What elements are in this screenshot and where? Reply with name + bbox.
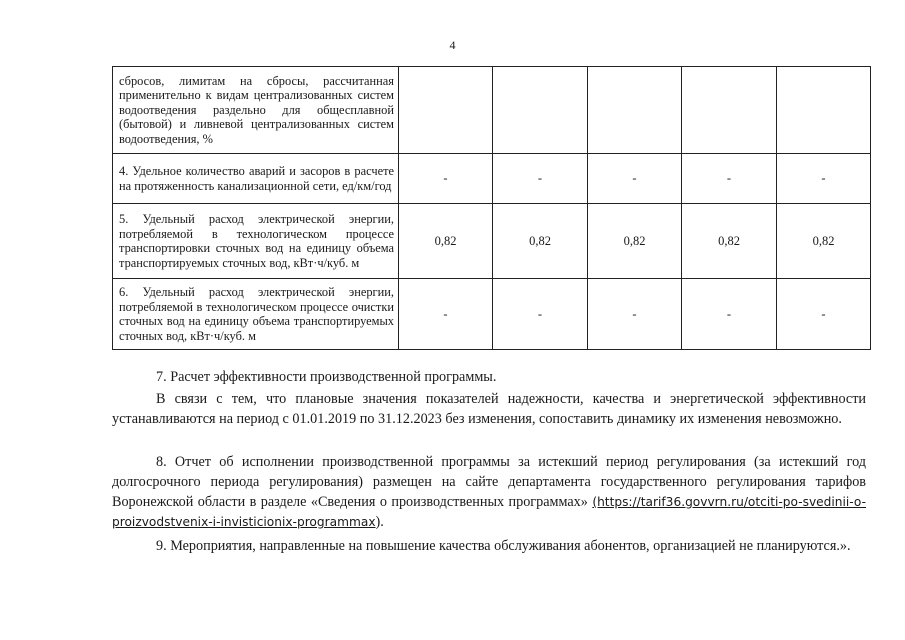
section-8-text: 8. Отчет об исполнении производственной программы за истекший период регулирования (за истекший год долгосрочного периода регулирования) размещен на сайте департамента государственного регулирования тарифов Воронежской области в разделе «Сведения о производственных программах» (112, 454, 866, 510)
page-number: 4 (449, 38, 456, 52)
row-value: - (588, 154, 682, 204)
section-7-heading: 7. Расчет эффективности производственной программы. (156, 369, 497, 385)
row-value: 0,82 (682, 204, 777, 279)
table-row (113, 154, 871, 204)
row-value (777, 67, 871, 154)
table-row (113, 204, 871, 279)
table-row (113, 279, 871, 350)
row-value (493, 67, 588, 154)
row-value (682, 67, 777, 154)
row-value: 0,82 (777, 204, 871, 279)
section-7-body: В связи с тем, что плановые значения показателей надежности, качества и энергетической эффективности устанавливаются на период с 01.01.2019 по 31.12.2023 без изменения, сопоставить динамику их изменения невозможно. (112, 391, 866, 427)
row-value: 0,82 (588, 204, 682, 279)
row-value: - (682, 154, 777, 204)
row-value (588, 67, 682, 154)
section-8-paragraph (112, 452, 866, 532)
row-value (399, 67, 493, 154)
row-label: 5. Удельный расход электрической энергии, потребляемой в технологическом процессе транспортировки сточных вод на единицу объема транспортируемых сточных вод, кВт·ч/куб. м (113, 204, 399, 279)
row-value: - (682, 279, 777, 350)
row-value: 0,82 (399, 204, 493, 279)
row-label: 4. Удельное количество аварий и засоров в расчете на протяженность канализационной сети, ед/км/год (113, 154, 399, 204)
indicators-table (112, 66, 871, 350)
row-value: - (777, 279, 871, 350)
table-row (113, 67, 871, 154)
row-value: - (399, 154, 493, 204)
row-value: - (399, 279, 493, 350)
row-value: - (493, 279, 588, 350)
row-label: 6. Удельный расход электрической энергии, потребляемой в технологическом процессе очистки сточных вод на единицу объема транспортируемых сточных вод, кВт·ч/куб. м (113, 279, 399, 350)
row-label: сбросов, лимитам на сбросы, рассчитанная применительно к видам централизованных систем водоотведения раздельно для общесплавной (бытовой) и ливневой централизованных систем водоотведения, % (113, 67, 399, 154)
row-value: 0,82 (493, 204, 588, 279)
section-9-paragraph: 9. Мероприятия, направленные на повышение качества обслуживания абонентов, организацией не планируются.». (156, 538, 851, 554)
department-site-link[interactable]: (https://tarif36.govvrn.ru/otciti-po-svedinii-o-proizvodstvenix-i-invisticionix-programmax (112, 495, 867, 529)
section-8-tail: ). (375, 514, 384, 530)
row-value: - (777, 154, 871, 204)
row-value: - (588, 279, 682, 350)
row-value: - (493, 154, 588, 204)
